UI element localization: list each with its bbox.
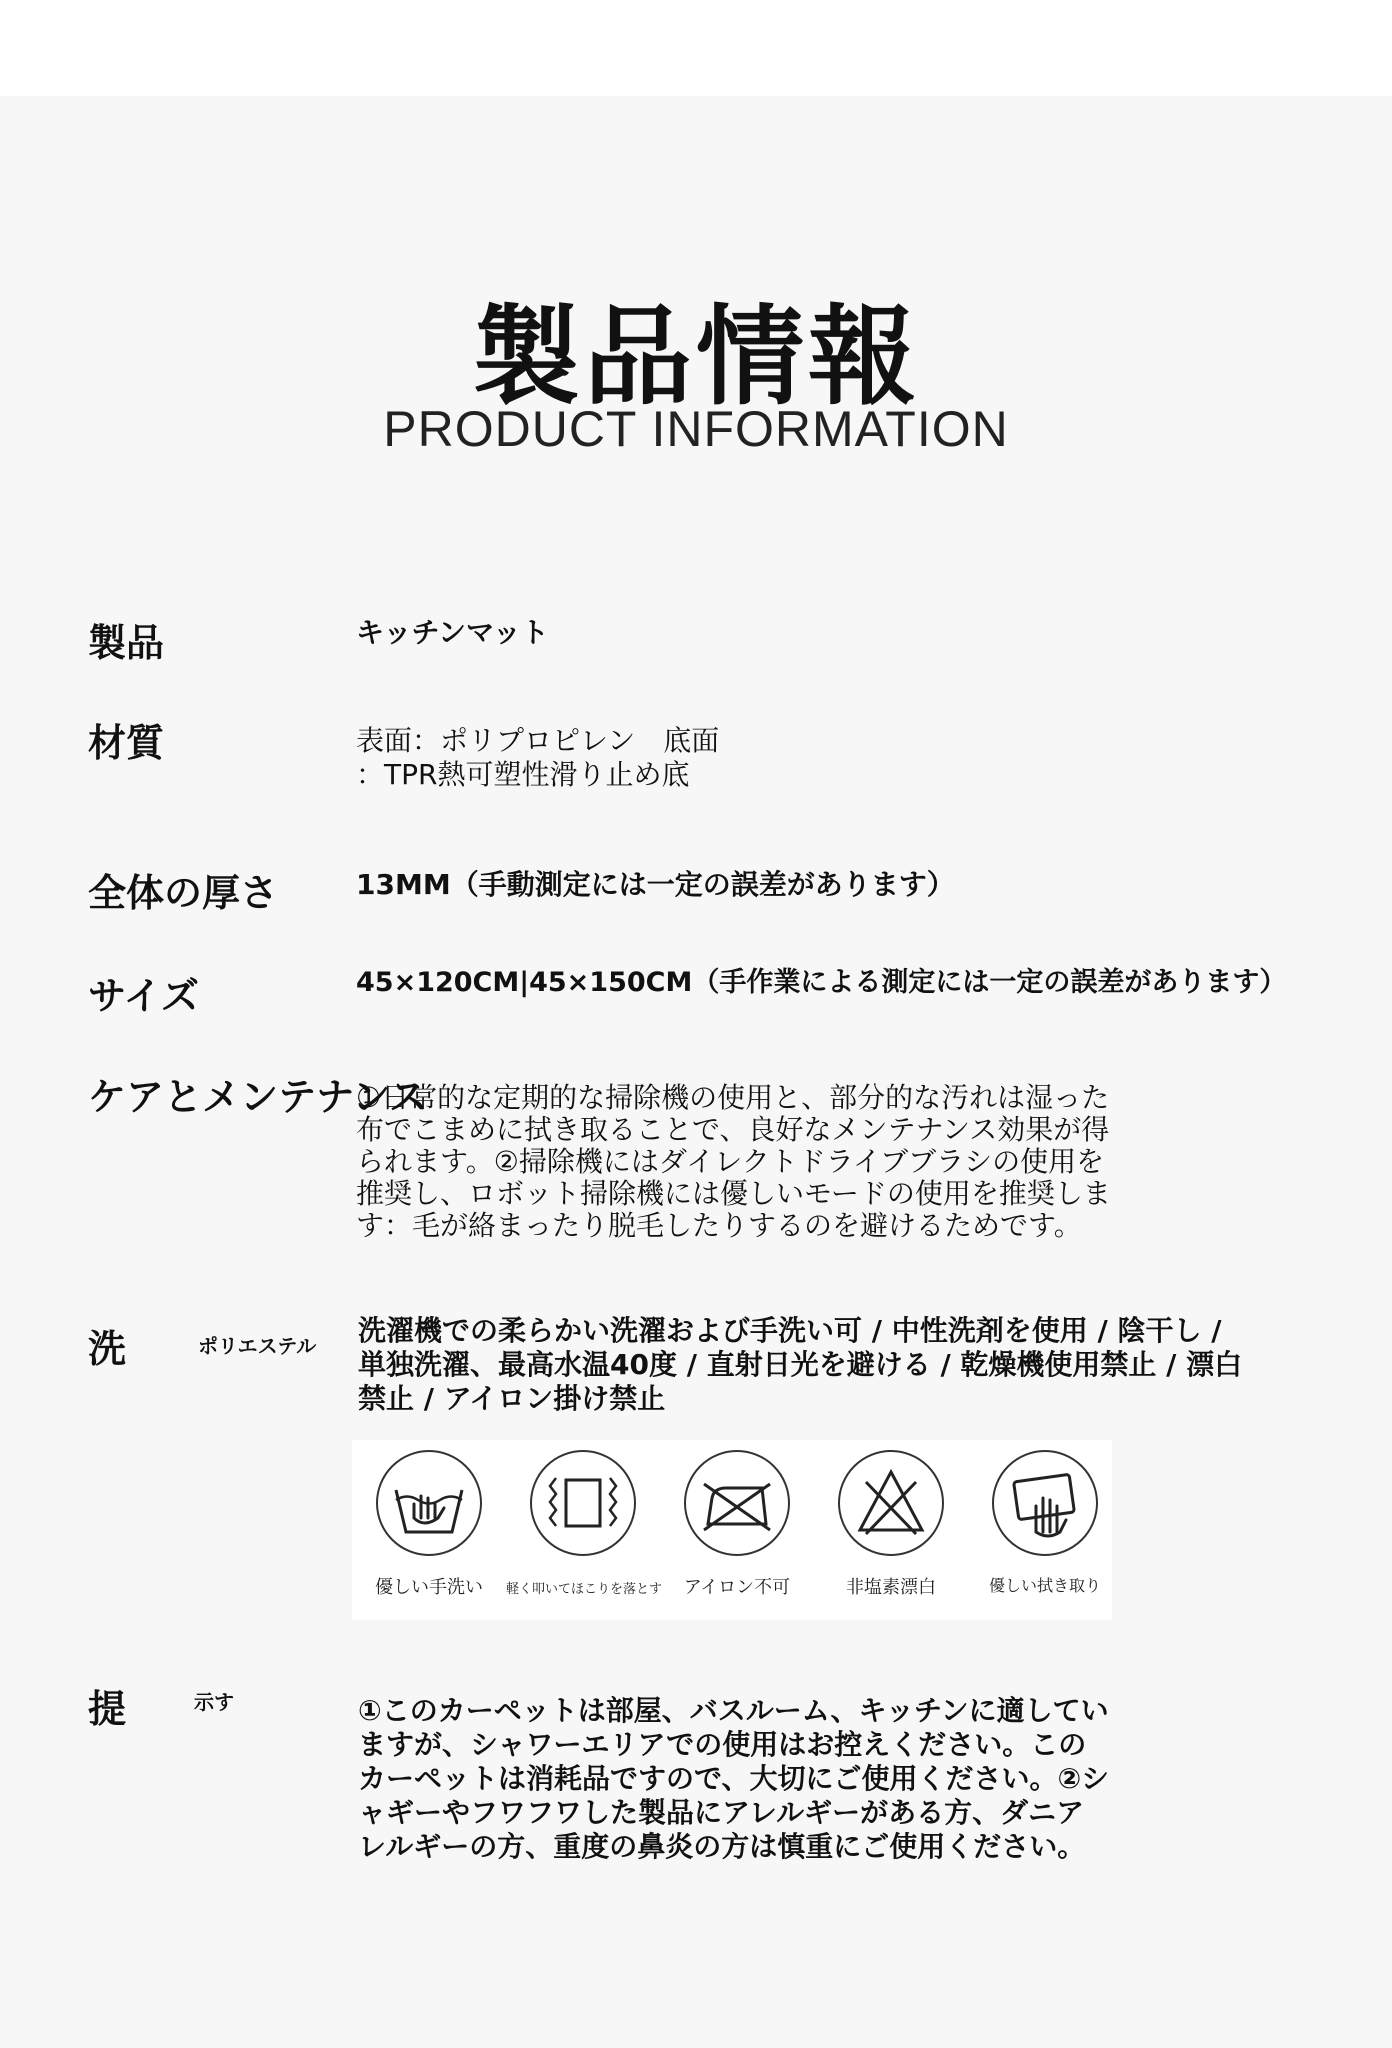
care-icon-item bbox=[660, 1448, 814, 1608]
spec-label-product: 製品 bbox=[88, 621, 165, 665]
spec-value-care: ①日常的な定期的な掃除機の使用と、部分的な汚れは湿った 布でこまめに拭き取ることで、良好なメンテナンス効果が得 られます。②掃除機にはダイレクトドライブブラシの使用を 推奨し、ロボット掃除機には優しいモードの使用を推奨しま す：毛が絡まったり脱毛したりするのを避けるためです。 bbox=[356, 1081, 1111, 1242]
hand-wash-icon bbox=[374, 1448, 484, 1558]
care-caption: 優しい手洗い bbox=[375, 1577, 483, 1598]
spec-label-thickness: 全体の厚さ bbox=[88, 871, 279, 915]
notice-text: ①このカーペットは部屋、バスルーム、キッチンに適してい ますが、シャワーエリアでの使用はお控えください。この カーペットは消耗品ですので、大切にご使用ください。②シ ャギーやフワフワした製品にアレルギーがある方、ダニア レルギーの方、重度の鼻炎の方は慎重にご使用ください。 bbox=[358, 1694, 1110, 1863]
wash-sublabel: ポリエステル bbox=[198, 1334, 317, 1358]
care-icon-item bbox=[968, 1448, 1122, 1608]
care-icons-row bbox=[352, 1440, 1112, 1620]
spec-label-care: ケアとメンテナンス bbox=[88, 1075, 427, 1119]
spec-value-material: 表面：ポリプロピレン 底面 ：TPR熱可塑性滑り止め底 bbox=[356, 724, 720, 791]
page-title: 製品情報 bbox=[471, 295, 920, 420]
wipe-icon bbox=[990, 1448, 1100, 1558]
spec-value-product: キッチンマット bbox=[356, 616, 549, 649]
care-caption: アイロン不可 bbox=[683, 1577, 791, 1598]
page-subtitle: PRODUCT INFORMATION bbox=[383, 401, 1009, 457]
beat-dust-icon bbox=[528, 1448, 638, 1558]
care-caption: 非塩素漂白 bbox=[846, 1577, 936, 1598]
wash-instructions: 洗濯機での柔らかい洗濯および手洗い可 / 中性洗剤を使用 / 陰干し / 単独洗濯、最高水温40度 / 直射日光を避ける / 乾燥機使用禁止 / 漂白 禁止 / アイロン掛け禁止 bbox=[358, 1314, 1243, 1415]
care-icon-item bbox=[352, 1448, 506, 1608]
care-caption: 軽く叩いてほこりを落とす bbox=[506, 1582, 663, 1597]
care-icon-item bbox=[814, 1448, 968, 1608]
no-iron-icon bbox=[682, 1448, 792, 1558]
care-caption: 優しい拭き取り bbox=[988, 1576, 1101, 1595]
no-bleach-icon bbox=[836, 1448, 946, 1558]
spec-label-material: 材質 bbox=[88, 721, 165, 765]
spec-value-thickness: 13MM（手動測定には一定の誤差があります） bbox=[356, 868, 955, 901]
spec-value-size: 45×120CM|45×150CM（手作業による測定には一定の誤差があります） bbox=[356, 967, 1287, 998]
notice-label: 提 bbox=[88, 1687, 127, 1731]
notice-sublabel: 示す bbox=[194, 1690, 234, 1714]
care-icon-item bbox=[506, 1448, 663, 1608]
wash-label: 洗 bbox=[88, 1327, 127, 1371]
spec-label-size: サイズ bbox=[88, 974, 199, 1018]
